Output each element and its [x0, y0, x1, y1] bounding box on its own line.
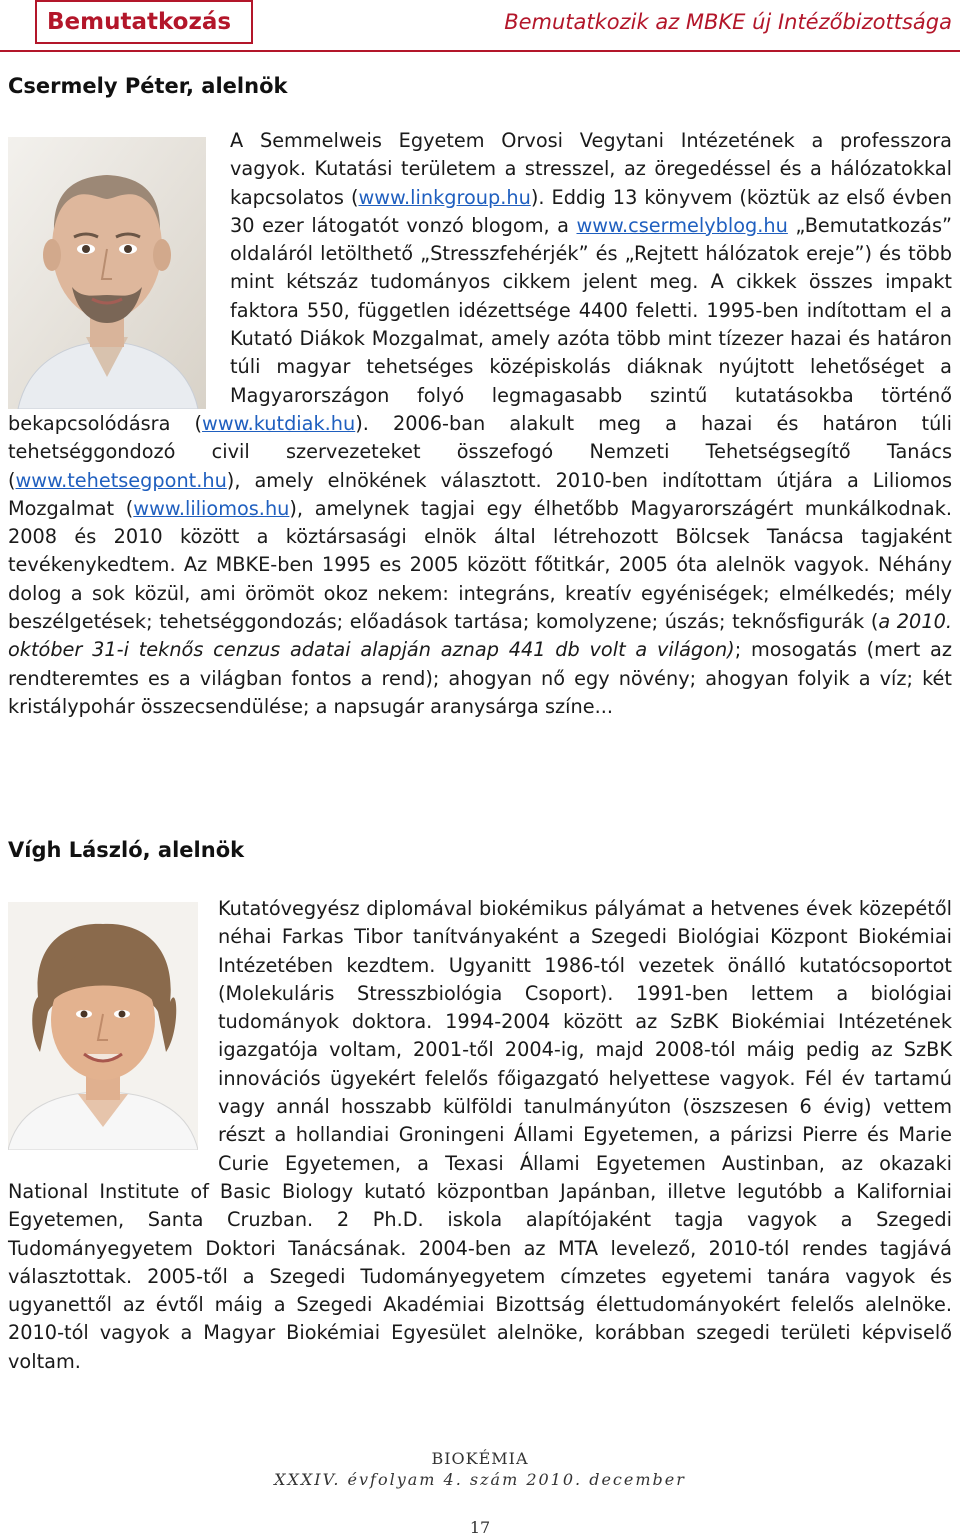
person2-photo-spacer [8, 895, 218, 1177]
person2-bio-text: Kutatóvegyész diplomával biokémikus pályámat a hetvenes évek közepétől néhai Farkas Tibor tanítványaként a Szegedi Biológiai Központ Biokémiai Intézetében kezdtem. Ugyanitt 1986-tól vezetek önálló kutatócsoportot (Molekuláris Stresszbiológia Csoport). 1991-ben lettem a biológiai tudományok doktora. 1994-2004 között az SzBK Biokémiai Intézetének igazgatója voltam, 2001-től 2004-ig, majd 2008-tól máig pedig az SzBK innovációs ügyekért felelős főigazgató helyettese vagyok. Fél év tartamú vagy annál hosszabb külföldi tanulmányúton (öszszesen 6 évig) vettem részt a hollandiai Groningeni Állami Egyetemen, a párizsi Pierre és Marie Curie Egyetemen, a Texasi Állami Egyetemen Austinban, az okazaki National Institute of Basic Biology kutató központban Japánban, illetve legutóbb a Kaliforniai Egyetemen, Santa Cruzban. 2 Ph.D. iskola alapítójaként tagja vagyok a Szegedi Tudományegyetem Doktori Tanácsának. 2004-ben az MTA levelező, 2010-tól rendes tagjává választottak. 2005-től a Szegedi Tudományegyetem címzetes egyetemi tanára vagyok és ugyanettől az évtől máig a Szegedi Akadémiai Bizottság élettudományokért felelős alelnöke. 2010-tól vagyok a Magyar Biokémiai Egyesület alelnöke, korábban szegedi területi képviselő voltam. [8, 897, 952, 1373]
link-tehetsegpont[interactable]: www.tehetsegpont.hu [15, 468, 227, 492]
header-rule [0, 50, 960, 52]
person2-name: Vígh László, alelnök [8, 838, 245, 862]
link-csermelyblog[interactable]: www.csermelyblog.hu [576, 213, 788, 237]
footer-journal: BIOKÉMIA [431, 1449, 529, 1468]
person1-photo-spacer [8, 127, 230, 407]
header-title: Bemutatkozik az MBKE új Intézőbizottsága [504, 10, 952, 34]
turtle-census-note: a 2010. október 31-i teknős cenzus adatai alapján aznap 441 db volt a világon) [8, 610, 952, 662]
person1-name: Csermely Péter, alelnök [8, 74, 288, 98]
link-kutdiak[interactable]: www.kutdiak.hu [202, 411, 356, 435]
link-liliomos[interactable]: www.liliomos.hu [133, 496, 290, 520]
footer-issue: XXXIV. évfolyam 4. szám 2010. december [274, 1470, 686, 1489]
page-header [0, 0, 960, 50]
person2-bio [8, 895, 952, 1376]
section-tag: Bemutatkozás [35, 0, 253, 44]
person1-bio [8, 127, 952, 721]
page-number: 17 [469, 1518, 491, 1537]
person1-bio-text: A Semmelweis Egyetem Orvosi Vegytani Intézetének a professzora vagyok. Kutatási területem a stresszel, az öregedéssel és a hálózatokkal kapcsolatos (www.linkgroup.hu). Eddig 13 könyvem (köztük az első évben 30 ezer látogatót vonzó blogom, a www.csermelyblog.hu „Bemutatkozás” oldaláról letölthető „Stresszfehérjék” és „Rejtett hálózatok ereje”) és több mint kétszáz tudományos cikkem jelent meg. A cikkek összes impakt faktora 550, független idézettsége 4400 feletti. 1995-ben indítottam el a Kutató Diákok Mozgalmat, amely azóta több mint tízezer hazai és határon túli magyar tehetséges középiskolás diáknak nyújtott lehetőséget a Magyarországon folyó legmagasabb szintű kutatásokba történő bekapcsolódásra (www.kutdiak.hu). 2006-ban alakult meg a hazai és határon túli tehetséggondozó civil szervezeteket összefogó Nemzeti Tehetségsegítő Tanács (www.tehetsegpont.hu), amely elnökének választott. 2010-ben indítottam útjára a Liliomos Mozgalmat (www.liliomos.hu), amelynek tagjai egy élhetőbb Magyarországért munkálkodnak. 2008 és 2010 között a köztársasági elnök által létrehozott Bölcsek Tanácsa tagjaként tevékenykedtem. Az MBKE-ben 1995 es 2005 között főtitkár, 2005 óta alelnök vagyok. Néhány dolog a sok közül, ami örömöt okoz nekem: integráns, kreatív egyéniségek; elmélkedés; mély beszélgetések; tehetséggondozás; előadások tartása; komolyzene; úszás; teknősfigurák (a 2010. október 31-i teknős cenzus adatai alapján aznap 441 db volt a világon); mosogatás (mert az rendteremtes es a világban fontos a rend); ahogyan nő egy növény; ahogyan folyik a víz; két kristálypohár összecsendülése; a napsugár aranysárga színe... [8, 129, 952, 718]
link-linkgroup[interactable]: www.linkgroup.hu [358, 185, 531, 209]
